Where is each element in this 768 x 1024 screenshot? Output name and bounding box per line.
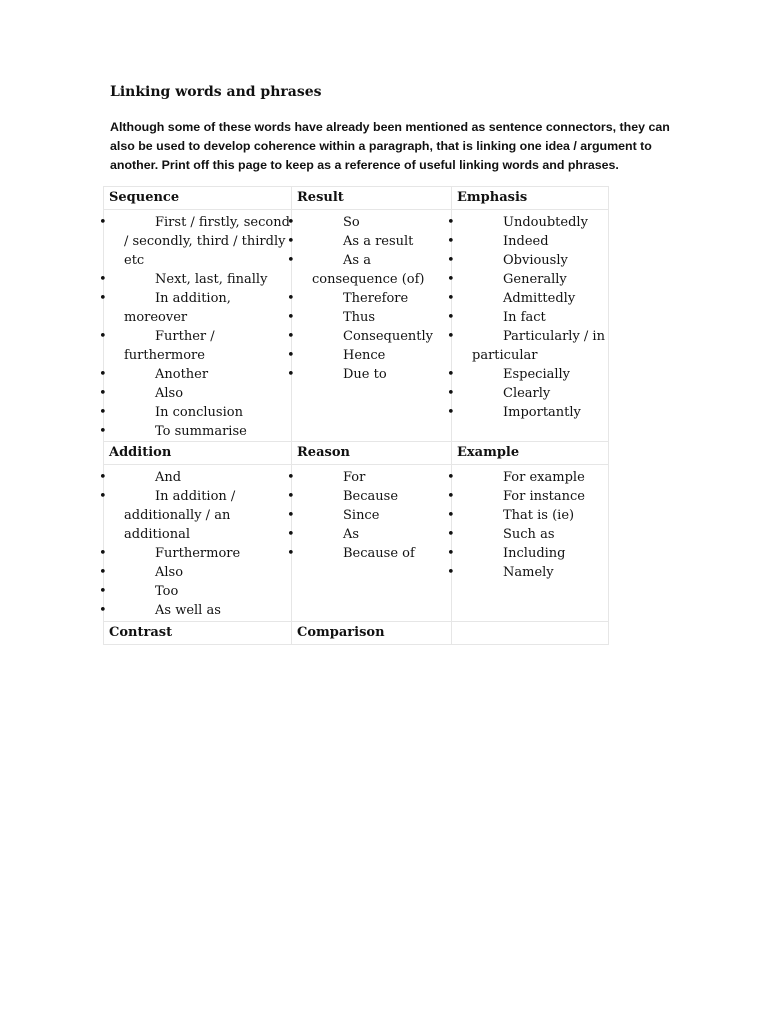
list-item: • Particularly / in particular [452, 327, 608, 365]
list-item: • For example [452, 468, 608, 487]
list-item: • Generally [452, 270, 608, 289]
list-item: • In fact [452, 308, 608, 327]
result-list [292, 210, 451, 384]
header-result: Result [292, 187, 452, 210]
list-item: • Indeed [452, 232, 608, 251]
list-item: • For instance [452, 487, 608, 506]
list-item: • Including [452, 544, 608, 563]
header-addition: Addition [104, 442, 292, 465]
list-item: • Due to [292, 365, 451, 384]
page-title: Linking words and phrases [110, 84, 322, 100]
list-item: • Because of [292, 544, 451, 563]
list-item: • Obviously [452, 251, 608, 270]
intro-paragraph: Although some of these words have already been mentioned as sentence connectors, they can also be used to develop coherence within a paragraph, that is linking one idea / argument to another. Print off this page to keep as a reference of useful linking words and phrases. [110, 120, 670, 172]
list-item: • For [292, 468, 451, 487]
addition-list [104, 465, 291, 620]
list-item: • In addition / additionally / an additional [104, 487, 291, 544]
list-item: • As well as [104, 601, 291, 620]
list-item: • Undoubtedly [452, 213, 608, 232]
list-item: • Since [292, 506, 451, 525]
list-item: • As a result [292, 232, 451, 251]
table-row [104, 465, 609, 622]
emphasis-cell [452, 210, 609, 442]
header-emphasis: Emphasis [452, 187, 609, 210]
list-item: • Next, last, finally [104, 270, 291, 289]
list-item: • Consequently [292, 327, 451, 346]
table-header-row [104, 622, 609, 645]
sequence-list [104, 210, 291, 441]
list-item: • Further / furthermore [104, 327, 291, 365]
list-item: • That is (ie) [452, 506, 608, 525]
list-item: • Clearly [452, 384, 608, 403]
list-item: • Especially [452, 365, 608, 384]
list-item: • Too [104, 582, 291, 601]
list-item: • First / firstly, second / secondly, third / thirdly etc [104, 213, 291, 270]
list-item: • Namely [452, 563, 608, 582]
table-row [104, 210, 609, 442]
list-item: • And [104, 468, 291, 487]
list-item: • So [292, 213, 451, 232]
list-item: • Importantly [452, 403, 608, 422]
reason-list [292, 465, 451, 563]
emphasis-list [452, 210, 608, 422]
header-comparison: Comparison [292, 622, 452, 645]
list-item: • To summarise [104, 422, 291, 441]
table-header-row [104, 187, 609, 210]
list-item: • Furthermore [104, 544, 291, 563]
sequence-cell [104, 210, 292, 442]
list-item: • Another [104, 365, 291, 384]
list-item: • In addition, moreover [104, 289, 291, 327]
header-reason: Reason [292, 442, 452, 465]
example-list [452, 465, 608, 582]
addition-cell [104, 465, 292, 622]
list-item: • Because [292, 487, 451, 506]
header-empty [452, 622, 609, 645]
header-example: Example [452, 442, 609, 465]
header-sequence: Sequence [104, 187, 292, 210]
list-item: • As [292, 525, 451, 544]
list-item: • Also [104, 563, 291, 582]
table-header-row [104, 442, 609, 465]
example-cell [452, 465, 609, 622]
list-item: • As a consequence (of) [292, 251, 451, 289]
list-item: • Therefore [292, 289, 451, 308]
result-cell [292, 210, 452, 442]
list-item: • Hence [292, 346, 451, 365]
reason-cell [292, 465, 452, 622]
linking-words-table [103, 186, 609, 645]
list-item: • Thus [292, 308, 451, 327]
list-item: • Also [104, 384, 291, 403]
header-contrast: Contrast [104, 622, 292, 645]
list-item: • Such as [452, 525, 608, 544]
list-item: • Admittedly [452, 289, 608, 308]
list-item: • In conclusion [104, 403, 291, 422]
